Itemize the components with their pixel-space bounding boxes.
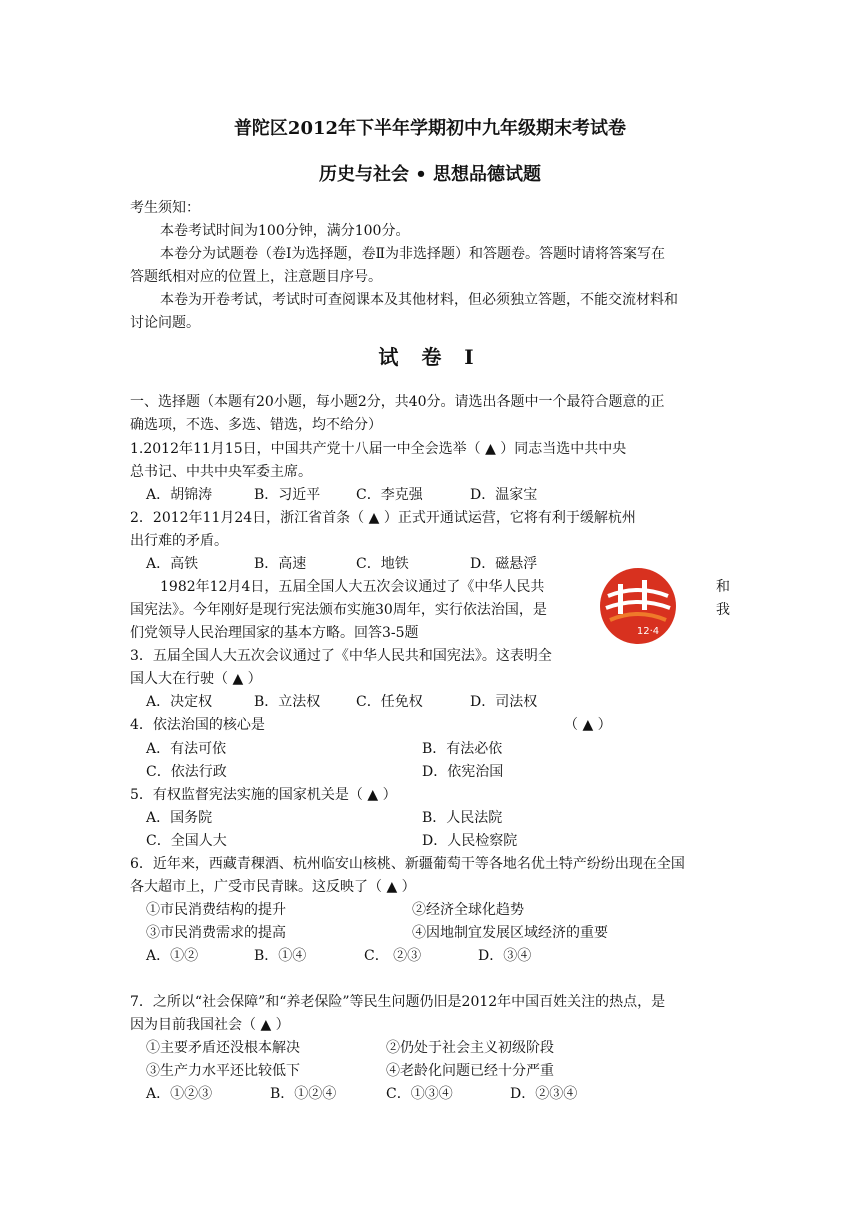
question-2-option-d: D．磁悬浮	[470, 556, 538, 572]
question-7-option-a: A．①②③	[146, 1086, 213, 1102]
question-2-option-b: B．高速	[254, 556, 307, 572]
question-7-statement-2: ②仍处于社会主义初级阶段	[386, 1040, 554, 1056]
question-5-option-a: A．国务院	[146, 810, 213, 826]
question-6-statement-2: ②经济全球化趋势	[412, 902, 524, 918]
question-2-option-c: C．地铁	[356, 556, 409, 572]
material-line-2-end: 我	[716, 602, 730, 618]
notice-line-3: 答题纸相对应的位置上，注意题目序号。	[130, 269, 382, 285]
question-7-statement-1: ①主要矛盾还没根本解决	[146, 1040, 300, 1056]
question-7-stem: 7．之所以“社会保障”和“养老保险”等民生问题仍旧是2012年中国百姓关注的热点，是	[130, 994, 666, 1010]
section-intro-2: 确选项，不选、多选、错选，均不给分）	[130, 417, 382, 433]
question-4-option-a: A．有法可依	[146, 741, 227, 757]
question-4-option-b: B．有法必依	[422, 741, 503, 757]
question-4-option-d: D．依宪治国	[422, 764, 504, 780]
material-line-1: 1982年12月4日，五届全国人大五次会议通过了《中华人民共	[160, 579, 545, 595]
question-1-stem-cont: 总书记、中共中央军委主席。	[130, 464, 312, 480]
question-7-option-c: C．①③④	[386, 1086, 453, 1102]
question-2-option-a: A．高铁	[146, 556, 199, 572]
notice-line-1: 本卷考试时间为100分钟，满分100分。	[160, 223, 410, 239]
question-3-stem-cont: 国人大在行驶（ ▲ ）	[130, 671, 262, 687]
question-7-stem-cont: 因为目前我国社会（ ▲ ）	[130, 1017, 290, 1033]
question-1-option-c: C．李克强	[356, 487, 423, 503]
question-1-option-b: B．习近平	[254, 487, 321, 503]
question-2-stem: 2．2012年11月24日，浙江省首条（ ▲ ）正式开通试运营，它将有利于缓解杭州	[130, 510, 636, 526]
notice-line-4: 本卷为开卷考试，考试时可查阅课本及其他材料，但必须独立答题，不能交流材料和	[160, 292, 678, 308]
question-7-option-b: B．①②④	[270, 1086, 337, 1102]
question-3-option-b: B．立法权	[254, 694, 321, 710]
question-6-statement-4: ④因地制宜发展区域经济的重要	[412, 925, 608, 941]
logo-text: 12·4	[636, 626, 660, 637]
question-5-option-b: B．人民法院	[422, 810, 503, 826]
question-5-stem: 5．有权监督宪法实施的国家机关是（ ▲ ）	[130, 787, 397, 803]
material-line-3: 们党领导人民治理国家的基本方略。回答3-5题	[130, 625, 419, 641]
notice-line-5: 讨论问题。	[130, 315, 200, 331]
question-3-stem: 3．五届全国人大五次会议通过了《中华人民共和国宪法》。这表明全	[130, 648, 552, 664]
question-6-option-c: C． ②③	[364, 948, 422, 964]
question-4-stem: 4．依法治国的核心是	[130, 717, 265, 733]
question-6-stem: 6．近年来，西藏青稞酒、杭州临安山核桃、新疆葡萄干等各地名优土特产纷纷出现在全国	[130, 856, 685, 872]
question-2-stem-cont: 出行难的矛盾。	[130, 533, 228, 549]
question-6-statement-3: ③市民消费需求的提高	[146, 925, 286, 941]
question-3-option-d: D．司法权	[470, 694, 538, 710]
constitution-day-logo	[598, 566, 678, 646]
question-6-statement-1: ①市民消费结构的提升	[146, 902, 286, 918]
question-1-stem: 1.2012年11月15日，中国共产党十八届一中全会选举（ ▲ ）同志当选中共中央	[130, 441, 627, 457]
question-4-option-c: C．依法行政	[146, 764, 227, 780]
question-6-stem-cont: 各大超市上，广受市民青睐。这反映了（ ▲ ）	[130, 879, 416, 895]
exam-subtitle: 历史与社会 • 思想品德试题	[318, 164, 542, 185]
question-3-option-a: A．决定权	[146, 694, 213, 710]
exam-title: 普陀区2012年下半年学期初中九年级期末考试卷	[233, 118, 627, 139]
question-5-option-d: D．人民检察院	[422, 833, 518, 849]
material-line-2: 国宪法》。今年刚好是现行宪法颁布实施30周年，实行依法治国，是	[130, 602, 547, 618]
question-1-option-d: D．温家宝	[470, 487, 538, 503]
notice-line-2: 本卷分为试题卷（卷Ⅰ为选择题，卷Ⅱ为非选择题）和答题卷。答题时请将答案写在	[160, 246, 666, 262]
section-intro-1: 一、选择题（本题有20小题，每小题2分，共40分。请选出各题中一个最符合题意的正	[130, 394, 665, 410]
question-6-option-b: B．①④	[254, 948, 307, 964]
question-1-option-a: A．胡锦涛	[146, 487, 213, 503]
question-7-statement-3: ③生产力水平还比较低下	[146, 1063, 300, 1079]
question-4-blank: （ ▲ ）	[564, 717, 612, 733]
notice-heading: 考生须知：	[130, 200, 200, 216]
question-3-option-c: C．任免权	[356, 694, 423, 710]
question-7-statement-4: ④老龄化问题已经十分严重	[386, 1063, 554, 1079]
part-title: 试 卷 Ⅰ	[378, 345, 482, 369]
material-line-1-end: 和	[716, 579, 730, 595]
question-6-option-a: A．①②	[146, 948, 199, 964]
question-7-option-d: D．②③④	[510, 1086, 578, 1102]
question-6-option-d: D．③④	[478, 948, 532, 964]
question-5-option-c: C．全国人大	[146, 833, 227, 849]
